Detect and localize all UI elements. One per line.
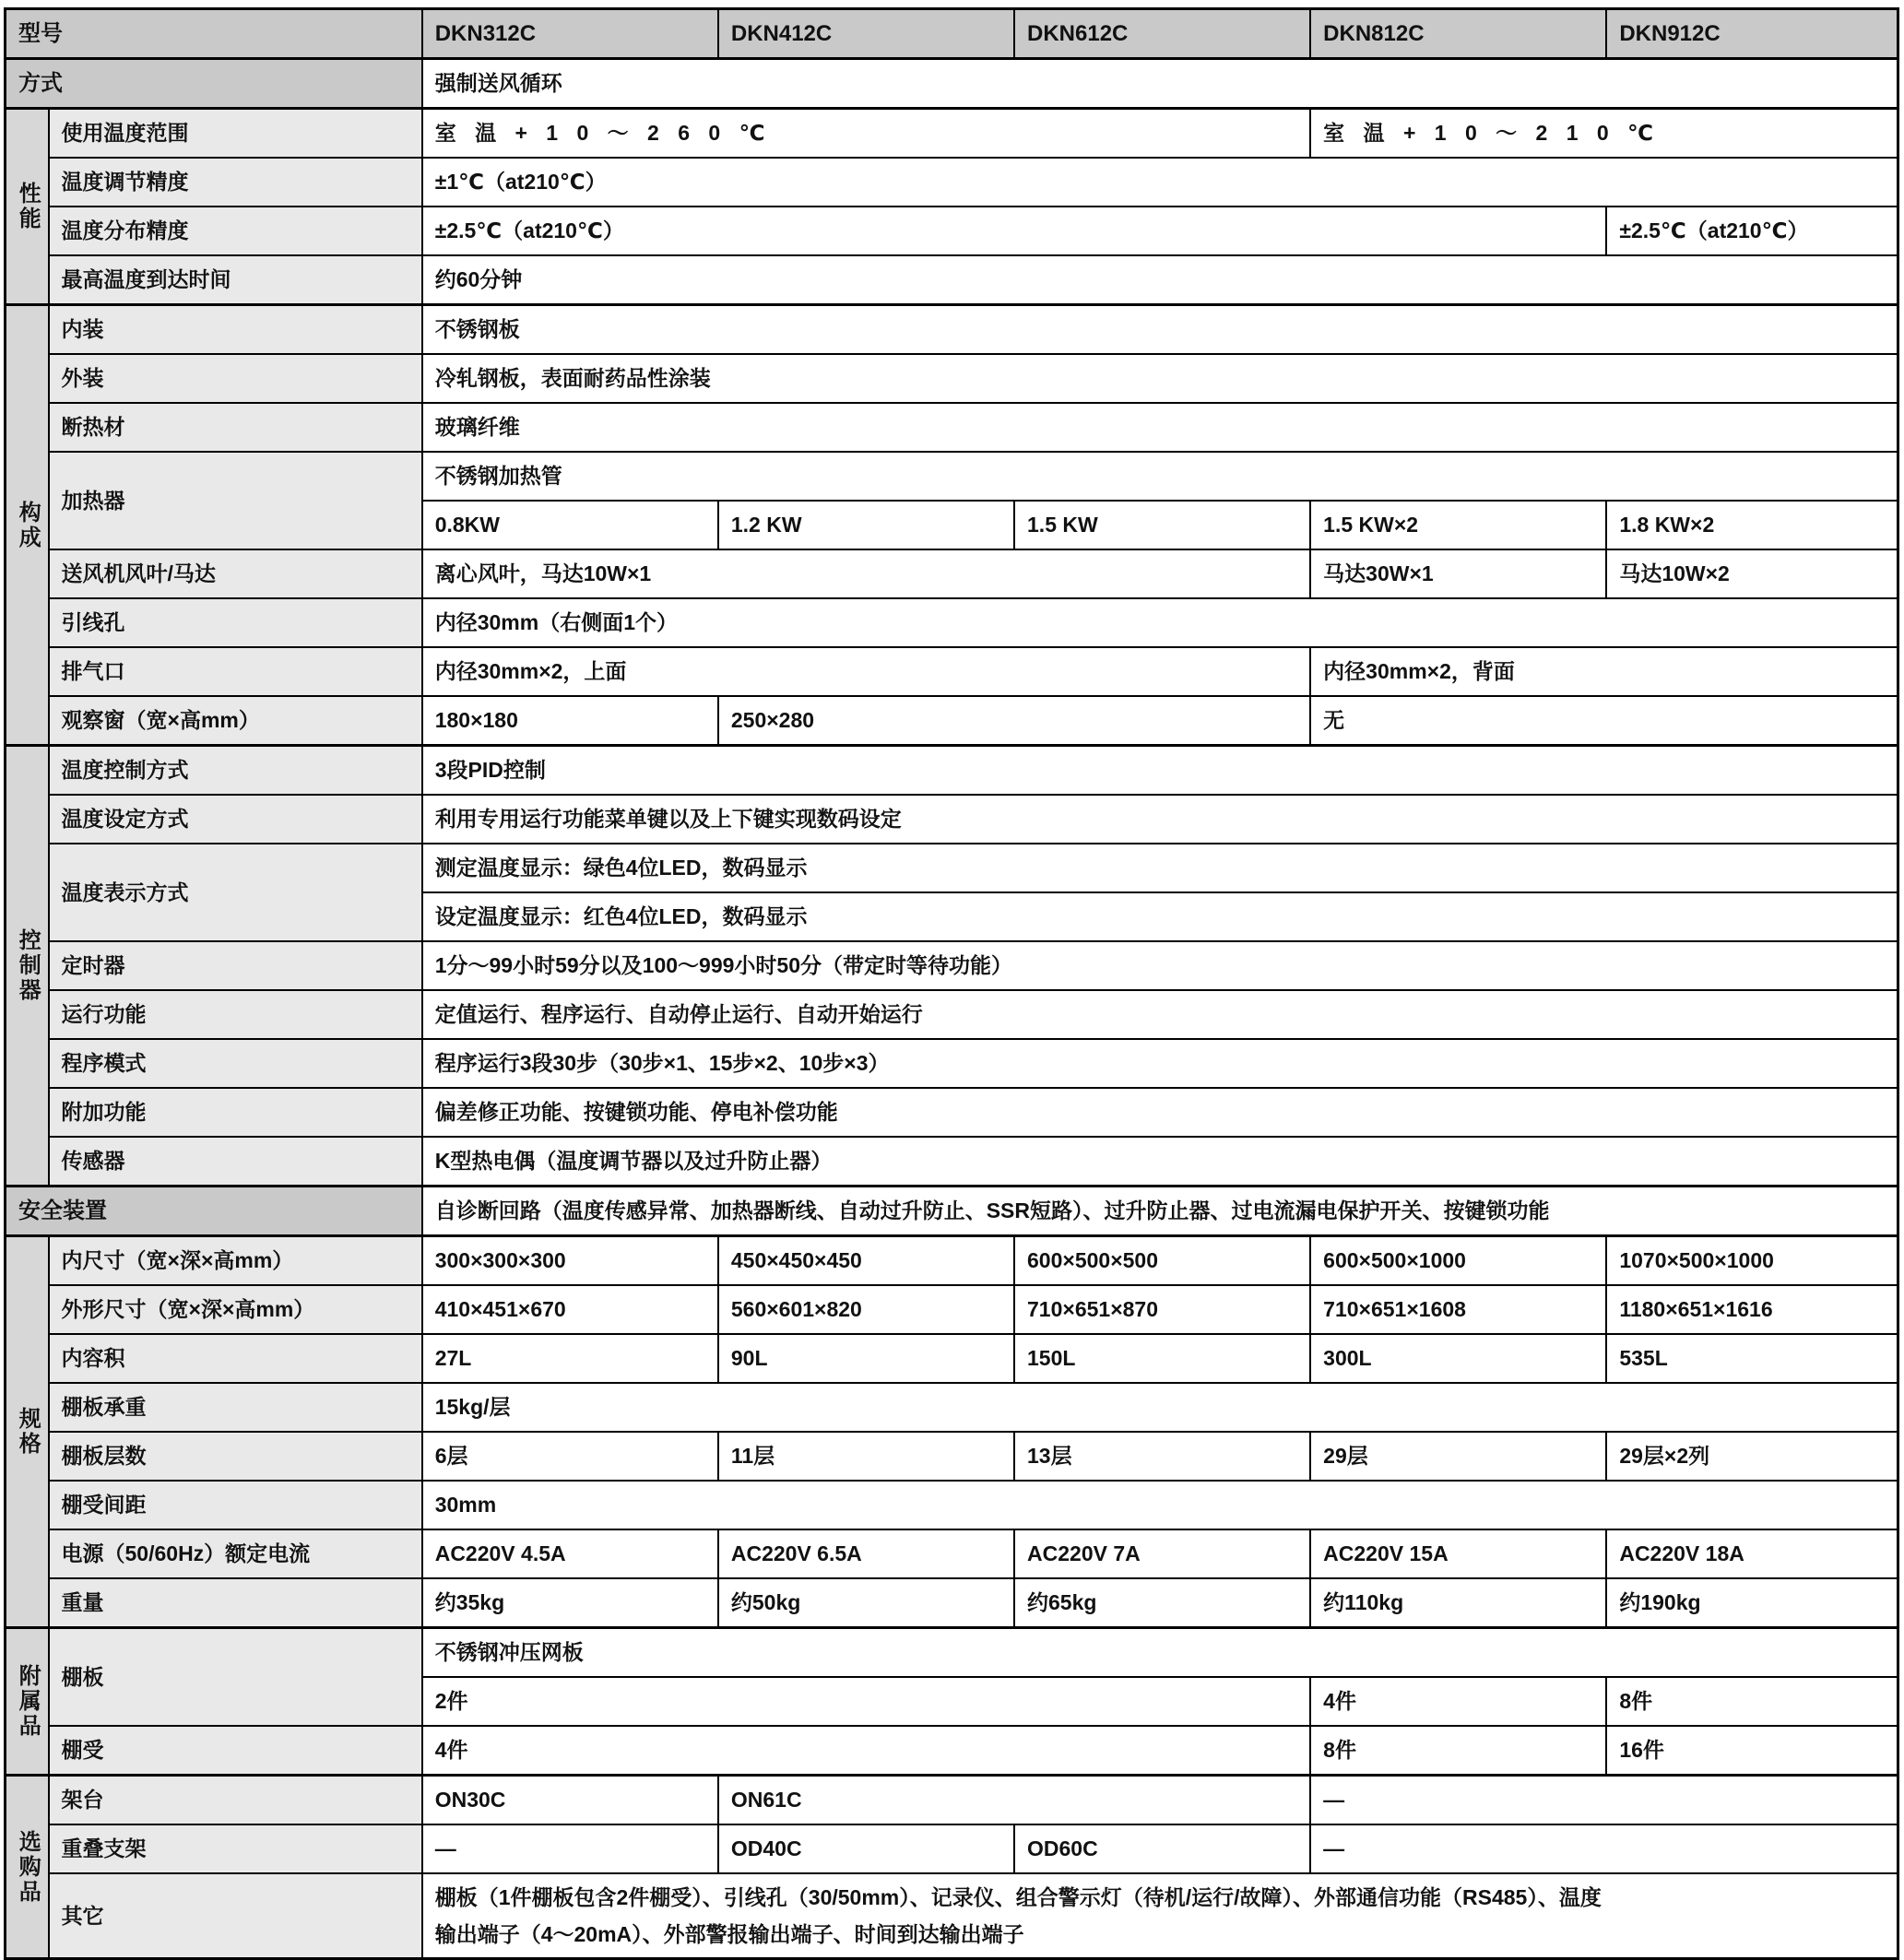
- window-row: [6, 696, 1898, 746]
- max-temp-time-label: 最高温度到达时间: [49, 255, 422, 305]
- exhaust-label: 排气口: [49, 647, 422, 696]
- inner-size-2: 450×450×450: [718, 1236, 1014, 1286]
- heater-power-3: 1.5 KW: [1014, 501, 1310, 549]
- shelf-support-5: 16件: [1606, 1726, 1898, 1776]
- insulation-value: 玻璃纤维: [422, 403, 1898, 452]
- stacking-2: OD40C: [718, 1824, 1014, 1873]
- sensor-label: 传感器: [49, 1137, 422, 1187]
- temp-distribution-label: 温度分布精度: [49, 207, 422, 255]
- outer-size-1: 410×451×670: [422, 1285, 718, 1334]
- shelf-type-value: 不锈钢冲压网板: [422, 1628, 1898, 1678]
- group-options: [6, 1776, 49, 1959]
- temp-accuracy-value: ±1℃（at210℃）: [422, 158, 1898, 207]
- other-options-row: [6, 1873, 1898, 1959]
- weight-5: 约190kg: [1606, 1578, 1898, 1628]
- stand-1: ON30C: [422, 1776, 718, 1825]
- capacity-label: 内容积: [49, 1334, 422, 1383]
- setting-mode-label: 温度设定方式: [49, 795, 422, 844]
- heater-power-4: 1.5 KW×2: [1310, 501, 1606, 549]
- method-label: 方式: [6, 59, 422, 109]
- outer-size-4: 710×651×1608: [1310, 1285, 1606, 1334]
- power-5: AC220V 18A: [1606, 1529, 1898, 1578]
- display-mode-line2: 设定温度显示：红色4位LED，数码显示: [422, 892, 1898, 941]
- timer-value: 1分～99小时59分以及100～999小时50分（带定时等待功能）: [422, 941, 1898, 990]
- heater-power-2: 1.2 KW: [718, 501, 1014, 549]
- stacking-row: [6, 1824, 1898, 1873]
- shelf-pitch-row: [6, 1481, 1898, 1529]
- capacity-5: 535L: [1606, 1334, 1898, 1383]
- power-3: AC220V 7A: [1014, 1529, 1310, 1578]
- weight-row: [6, 1578, 1898, 1628]
- weight-4: 约110kg: [1310, 1578, 1606, 1628]
- operation-label: 运行功能: [49, 990, 422, 1039]
- lead-hole-value: 内径30mm（右侧面1个）: [422, 598, 1898, 647]
- additional-label: 附加功能: [49, 1088, 422, 1137]
- shelf-layers-label: 棚板层数: [49, 1432, 422, 1481]
- shelf-count-5: 8件: [1606, 1677, 1898, 1726]
- models-header-label: 型号: [6, 9, 422, 59]
- additional-value: 偏差修正功能、按键锁功能、停电补偿功能: [422, 1088, 1898, 1137]
- stand-23: ON61C: [718, 1776, 1310, 1825]
- shelf-layers-2: 11层: [718, 1432, 1014, 1481]
- temp-distribution-row: [6, 207, 1898, 255]
- outer-size-3: 710×651×870: [1014, 1285, 1310, 1334]
- group-performance-text: 性能: [15, 182, 41, 231]
- capacity-row: [6, 1334, 1898, 1383]
- window-value-23: 250×280: [718, 696, 1310, 746]
- sensor-row: [6, 1137, 1898, 1187]
- temp-accuracy-label: 温度调节精度: [49, 158, 422, 207]
- outer-size-row: [6, 1285, 1898, 1334]
- power-2: AC220V 6.5A: [718, 1529, 1014, 1578]
- inner-size-4: 600×500×1000: [1310, 1236, 1606, 1286]
- control-mode-value: 3段PID控制: [422, 746, 1898, 796]
- inner-size-5: 1070×500×1000: [1606, 1236, 1898, 1286]
- power-4: AC220V 15A: [1310, 1529, 1606, 1578]
- shelf-layers-row: [6, 1432, 1898, 1481]
- stand-label: 架台: [49, 1776, 422, 1825]
- stand-45: —: [1310, 1776, 1898, 1825]
- power-row: [6, 1529, 1898, 1578]
- temp-range-value-high: 室 温 + 1 0 ～ 2 1 0 ℃: [1310, 109, 1898, 159]
- shelf-layers-4: 29层: [1310, 1432, 1606, 1481]
- safety-label: 安全装置: [6, 1187, 422, 1236]
- model-name-dkn612c: DKN612C: [1014, 9, 1310, 59]
- group-controller-text: 控制器: [15, 928, 41, 1003]
- inner-size-1: 300×300×300: [422, 1236, 718, 1286]
- temp-accuracy-row: [6, 158, 1898, 207]
- heater-type-row: [6, 452, 1898, 501]
- power-label: 电源（50/60Hz）额定电流: [49, 1529, 422, 1578]
- sensor-value: K型热电偶（温度调节器以及过升防止器）: [422, 1137, 1898, 1187]
- max-temp-time-row: [6, 255, 1898, 305]
- models-header-row: [6, 9, 1898, 59]
- other-options-label: 其它: [49, 1873, 422, 1959]
- shelf-count-123: 2件: [422, 1677, 1310, 1726]
- additional-row: [6, 1088, 1898, 1137]
- other-options-value: [422, 1873, 1898, 1959]
- capacity-1: 27L: [422, 1334, 718, 1383]
- shelf-type-row: [6, 1628, 1898, 1678]
- stand-row: [6, 1776, 1898, 1825]
- display-mode-label: 温度表示方式: [49, 844, 422, 941]
- outer-size-2: 560×601×820: [718, 1285, 1014, 1334]
- shelf-support-4: 8件: [1310, 1726, 1606, 1776]
- method-value: 强制送风循环: [422, 59, 1898, 109]
- setting-mode-value: 利用专用运行功能菜单键以及上下键实现数码设定: [422, 795, 1898, 844]
- power-1: AC220V 4.5A: [422, 1529, 718, 1578]
- group-performance: [6, 109, 49, 305]
- other-options-line1: 棚板（1件棚板包含2件棚受）、引线孔（30/50mm）、记录仪、组合警示灯（待机/运行/故障）、外部通信功能（RS485）、温度: [434, 1885, 1602, 1909]
- lead-hole-row: [6, 598, 1898, 647]
- inner-size-3: 600×500×500: [1014, 1236, 1310, 1286]
- fan-value-4: 马达30W×1: [1310, 549, 1606, 598]
- insulation-label: 断热材: [49, 403, 422, 452]
- shelf-layers-5: 29层×2列: [1606, 1432, 1898, 1481]
- exterior-value: 冷轧钢板，表面耐药品性涂装: [422, 354, 1898, 403]
- group-options-text: 选购品: [15, 1829, 41, 1905]
- group-specs: [6, 1236, 49, 1628]
- method-row: [6, 59, 1898, 109]
- heater-power-5: 1.8 KW×2: [1606, 501, 1898, 549]
- weight-2: 约50kg: [718, 1578, 1014, 1628]
- display-mode-line1: 测定温度显示：绿色4位LED，数码显示: [422, 844, 1898, 892]
- interior-value: 不锈钢板: [422, 305, 1898, 355]
- exterior-label: 外装: [49, 354, 422, 403]
- exhaust-value-123: 内径30mm×2，上面: [422, 647, 1310, 696]
- shelf-layers-1: 6层: [422, 1432, 718, 1481]
- group-accessories: [6, 1628, 49, 1776]
- group-controller: [6, 746, 49, 1187]
- shelf-count-4: 4件: [1310, 1677, 1606, 1726]
- spec-table: [4, 7, 1899, 1960]
- model-name-dkn812c: DKN812C: [1310, 9, 1606, 59]
- other-options-line2: 输出端子（4～20mA）、外部警报输出端子、时间到达输出端子: [434, 1922, 1024, 1946]
- interior-label: 内装: [49, 305, 422, 355]
- capacity-2: 90L: [718, 1334, 1014, 1383]
- control-mode-row: [6, 746, 1898, 796]
- temp-range-label: 使用温度范围: [49, 109, 422, 159]
- shelf-pitch-label: 棚受间距: [49, 1481, 422, 1529]
- outer-size-5: 1180×651×1616: [1606, 1285, 1898, 1334]
- control-mode-label: 温度控制方式: [49, 746, 422, 796]
- stacking-label: 重叠支架: [49, 1824, 422, 1873]
- shelf-pitch-value: 30mm: [422, 1481, 1898, 1529]
- operation-value: 定值运行、程序运行、自动停止运行、自动开始运行: [422, 990, 1898, 1039]
- group-specs-text: 规格: [15, 1407, 41, 1457]
- capacity-4: 300L: [1310, 1334, 1606, 1383]
- shelf-support-label: 棚受: [49, 1726, 422, 1776]
- stacking-3: OD60C: [1014, 1824, 1310, 1873]
- exhaust-row: [6, 647, 1898, 696]
- timer-row: [6, 941, 1898, 990]
- stacking-45: —: [1310, 1824, 1898, 1873]
- fan-value-123: 离心风叶，马达10W×1: [422, 549, 1310, 598]
- inner-size-row: [6, 1236, 1898, 1286]
- fan-label: 送风机风叶/马达: [49, 549, 422, 598]
- max-temp-time-value: 约60分钟: [422, 255, 1898, 305]
- program-label: 程序模式: [49, 1039, 422, 1088]
- heater-label: 加热器: [49, 452, 422, 549]
- model-name-dkn412c: DKN412C: [718, 9, 1014, 59]
- exterior-row: [6, 354, 1898, 403]
- outer-size-label: 外形尺寸（宽×深×高mm）: [49, 1285, 422, 1334]
- model-name-dkn312c: DKN312C: [422, 9, 718, 59]
- weight-label: 重量: [49, 1578, 422, 1628]
- timer-label: 定时器: [49, 941, 422, 990]
- program-value: 程序运行3段30步（30步×1、15步×2、10步×3）: [422, 1039, 1898, 1088]
- insulation-row: [6, 403, 1898, 452]
- window-value-45: 无: [1310, 696, 1898, 746]
- group-construction-text: 构成: [15, 500, 41, 550]
- temp-range-row: [6, 109, 1898, 159]
- temp-distribution-value-1234: ±2.5℃（at210℃）: [422, 207, 1607, 255]
- lead-hole-label: 引线孔: [49, 598, 422, 647]
- program-row: [6, 1039, 1898, 1088]
- setting-mode-row: [6, 795, 1898, 844]
- temp-range-value-low: 室 温 + 1 0 ～ 2 6 0 ℃: [422, 109, 1310, 159]
- fan-value-5: 马达10W×2: [1606, 549, 1898, 598]
- window-label: 观察窗（宽×高mm）: [49, 696, 422, 746]
- shelf-load-label: 棚板承重: [49, 1383, 422, 1432]
- shelf-label: 棚板: [49, 1628, 422, 1727]
- capacity-3: 150L: [1014, 1334, 1310, 1383]
- temp-distribution-value-5: ±2.5℃（at210℃）: [1606, 207, 1898, 255]
- heater-type-value: 不锈钢加热管: [422, 452, 1898, 501]
- display-mode-row-1: [6, 844, 1898, 892]
- group-construction: [6, 305, 49, 746]
- safety-row: [6, 1187, 1898, 1236]
- exhaust-value-45: 内径30mm×2，背面: [1310, 647, 1898, 696]
- model-name-dkn912c: DKN912C: [1606, 9, 1898, 59]
- shelf-load-row: [6, 1383, 1898, 1432]
- inner-size-label: 内尺寸（宽×深×高mm）: [49, 1236, 422, 1286]
- shelf-load-value: 15kg/层: [422, 1383, 1898, 1432]
- stacking-1: —: [422, 1824, 718, 1873]
- weight-1: 约35kg: [422, 1578, 718, 1628]
- operation-row: [6, 990, 1898, 1039]
- group-accessories-text: 附属品: [15, 1664, 41, 1739]
- fan-row: [6, 549, 1898, 598]
- heater-power-1: 0.8KW: [422, 501, 718, 549]
- safety-value: 自诊断回路（温度传感异常、加热器断线、自动过升防止、SSR短路）、过升防止器、过电流漏电保护开关、按键锁功能: [422, 1187, 1898, 1236]
- weight-3: 约65kg: [1014, 1578, 1310, 1628]
- interior-row: [6, 305, 1898, 355]
- window-value-1: 180×180: [422, 696, 718, 746]
- shelf-layers-3: 13层: [1014, 1432, 1310, 1481]
- shelf-support-123: 4件: [422, 1726, 1310, 1776]
